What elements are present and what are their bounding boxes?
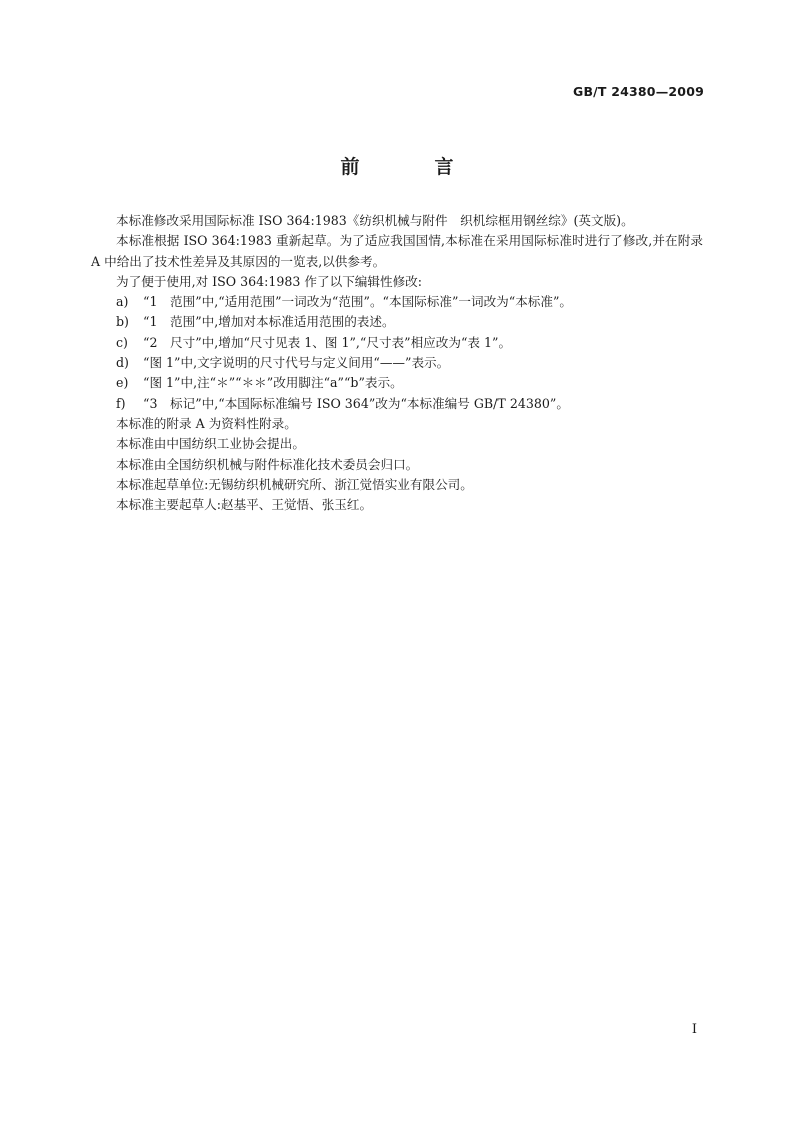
list-item-marker: e) bbox=[116, 375, 129, 391]
page-number: I bbox=[691, 1022, 697, 1037]
paragraph-adoption: 本标准修改采用国际标准 ISO 364:1983《纺织机械与附件 织机综框用钢丝综》(英文版)。 bbox=[116, 213, 634, 228]
list-item bbox=[91, 373, 703, 393]
paragraph-drafting-units: 本标准起草单位:无锡纺织机械研究所、浙江觉悟实业有限公司。 bbox=[116, 476, 473, 492]
standard-number: GB/T 24380—2009 bbox=[572, 84, 704, 99]
paragraph-committee: 本标准由全国纺织机械与附件标准化技术委员会归口。 bbox=[116, 456, 419, 472]
list-item bbox=[91, 394, 703, 414]
foreword-body bbox=[91, 211, 703, 515]
list-item bbox=[91, 312, 703, 332]
paragraph-drafters: 本标准主要起草人:赵基平、王觉悟、张玉红。 bbox=[116, 497, 373, 513]
paragraph-annex-note: 本标准的附录 A 为资料性附录。 bbox=[116, 415, 297, 431]
list-item-text: “2 尺寸”中,增加“尺寸见表 1、图 1”,“尺寸表”相应改为“表 1”。 bbox=[143, 334, 512, 350]
list-item-text: “图 1”中,文字说明的尺寸代号与定义间用“——”表示。 bbox=[143, 355, 450, 371]
list-item-marker: b) bbox=[116, 314, 129, 330]
list-item-marker: d) bbox=[116, 355, 129, 371]
page-title: 前 言 bbox=[340, 156, 482, 178]
paragraph-editorial-intro: 为了便于使用,对 ISO 364:1983 作了以下编辑性修改: bbox=[116, 273, 423, 289]
list-item bbox=[91, 292, 703, 312]
list-item-marker: f) bbox=[116, 395, 126, 411]
list-item bbox=[91, 353, 703, 373]
list-item-text: “3 标记”中,“本国际标准编号 ISO 364”改为“本标准编号 GB/T 24380”。 bbox=[143, 395, 569, 411]
list-item-text: “图 1”中,注“＊”“＊＊”改用脚注“a”“b”表示。 bbox=[143, 375, 403, 391]
paragraph-proposer: 本标准由中国纺织工业协会提出。 bbox=[116, 436, 305, 452]
list-item-text: “1 范围”中,“适用范围”一词改为“范围”。“本国际标准”一词改为“本标准”。 bbox=[143, 294, 573, 310]
list-item bbox=[91, 333, 703, 353]
list-item-marker: c) bbox=[116, 334, 128, 350]
list-item-text: “1 范围”中,增加对本标准适用范围的表述。 bbox=[143, 314, 395, 330]
paragraph-redrafting: 本标准根据 ISO 364:1983 重新起草。为了适应我国国情,本标准在采用国际标准时进行了修改,并在附录 A 中给出了技术性差异及其原因的一览表,以供参考。 bbox=[91, 233, 703, 269]
list-item-marker: a) bbox=[116, 294, 129, 310]
